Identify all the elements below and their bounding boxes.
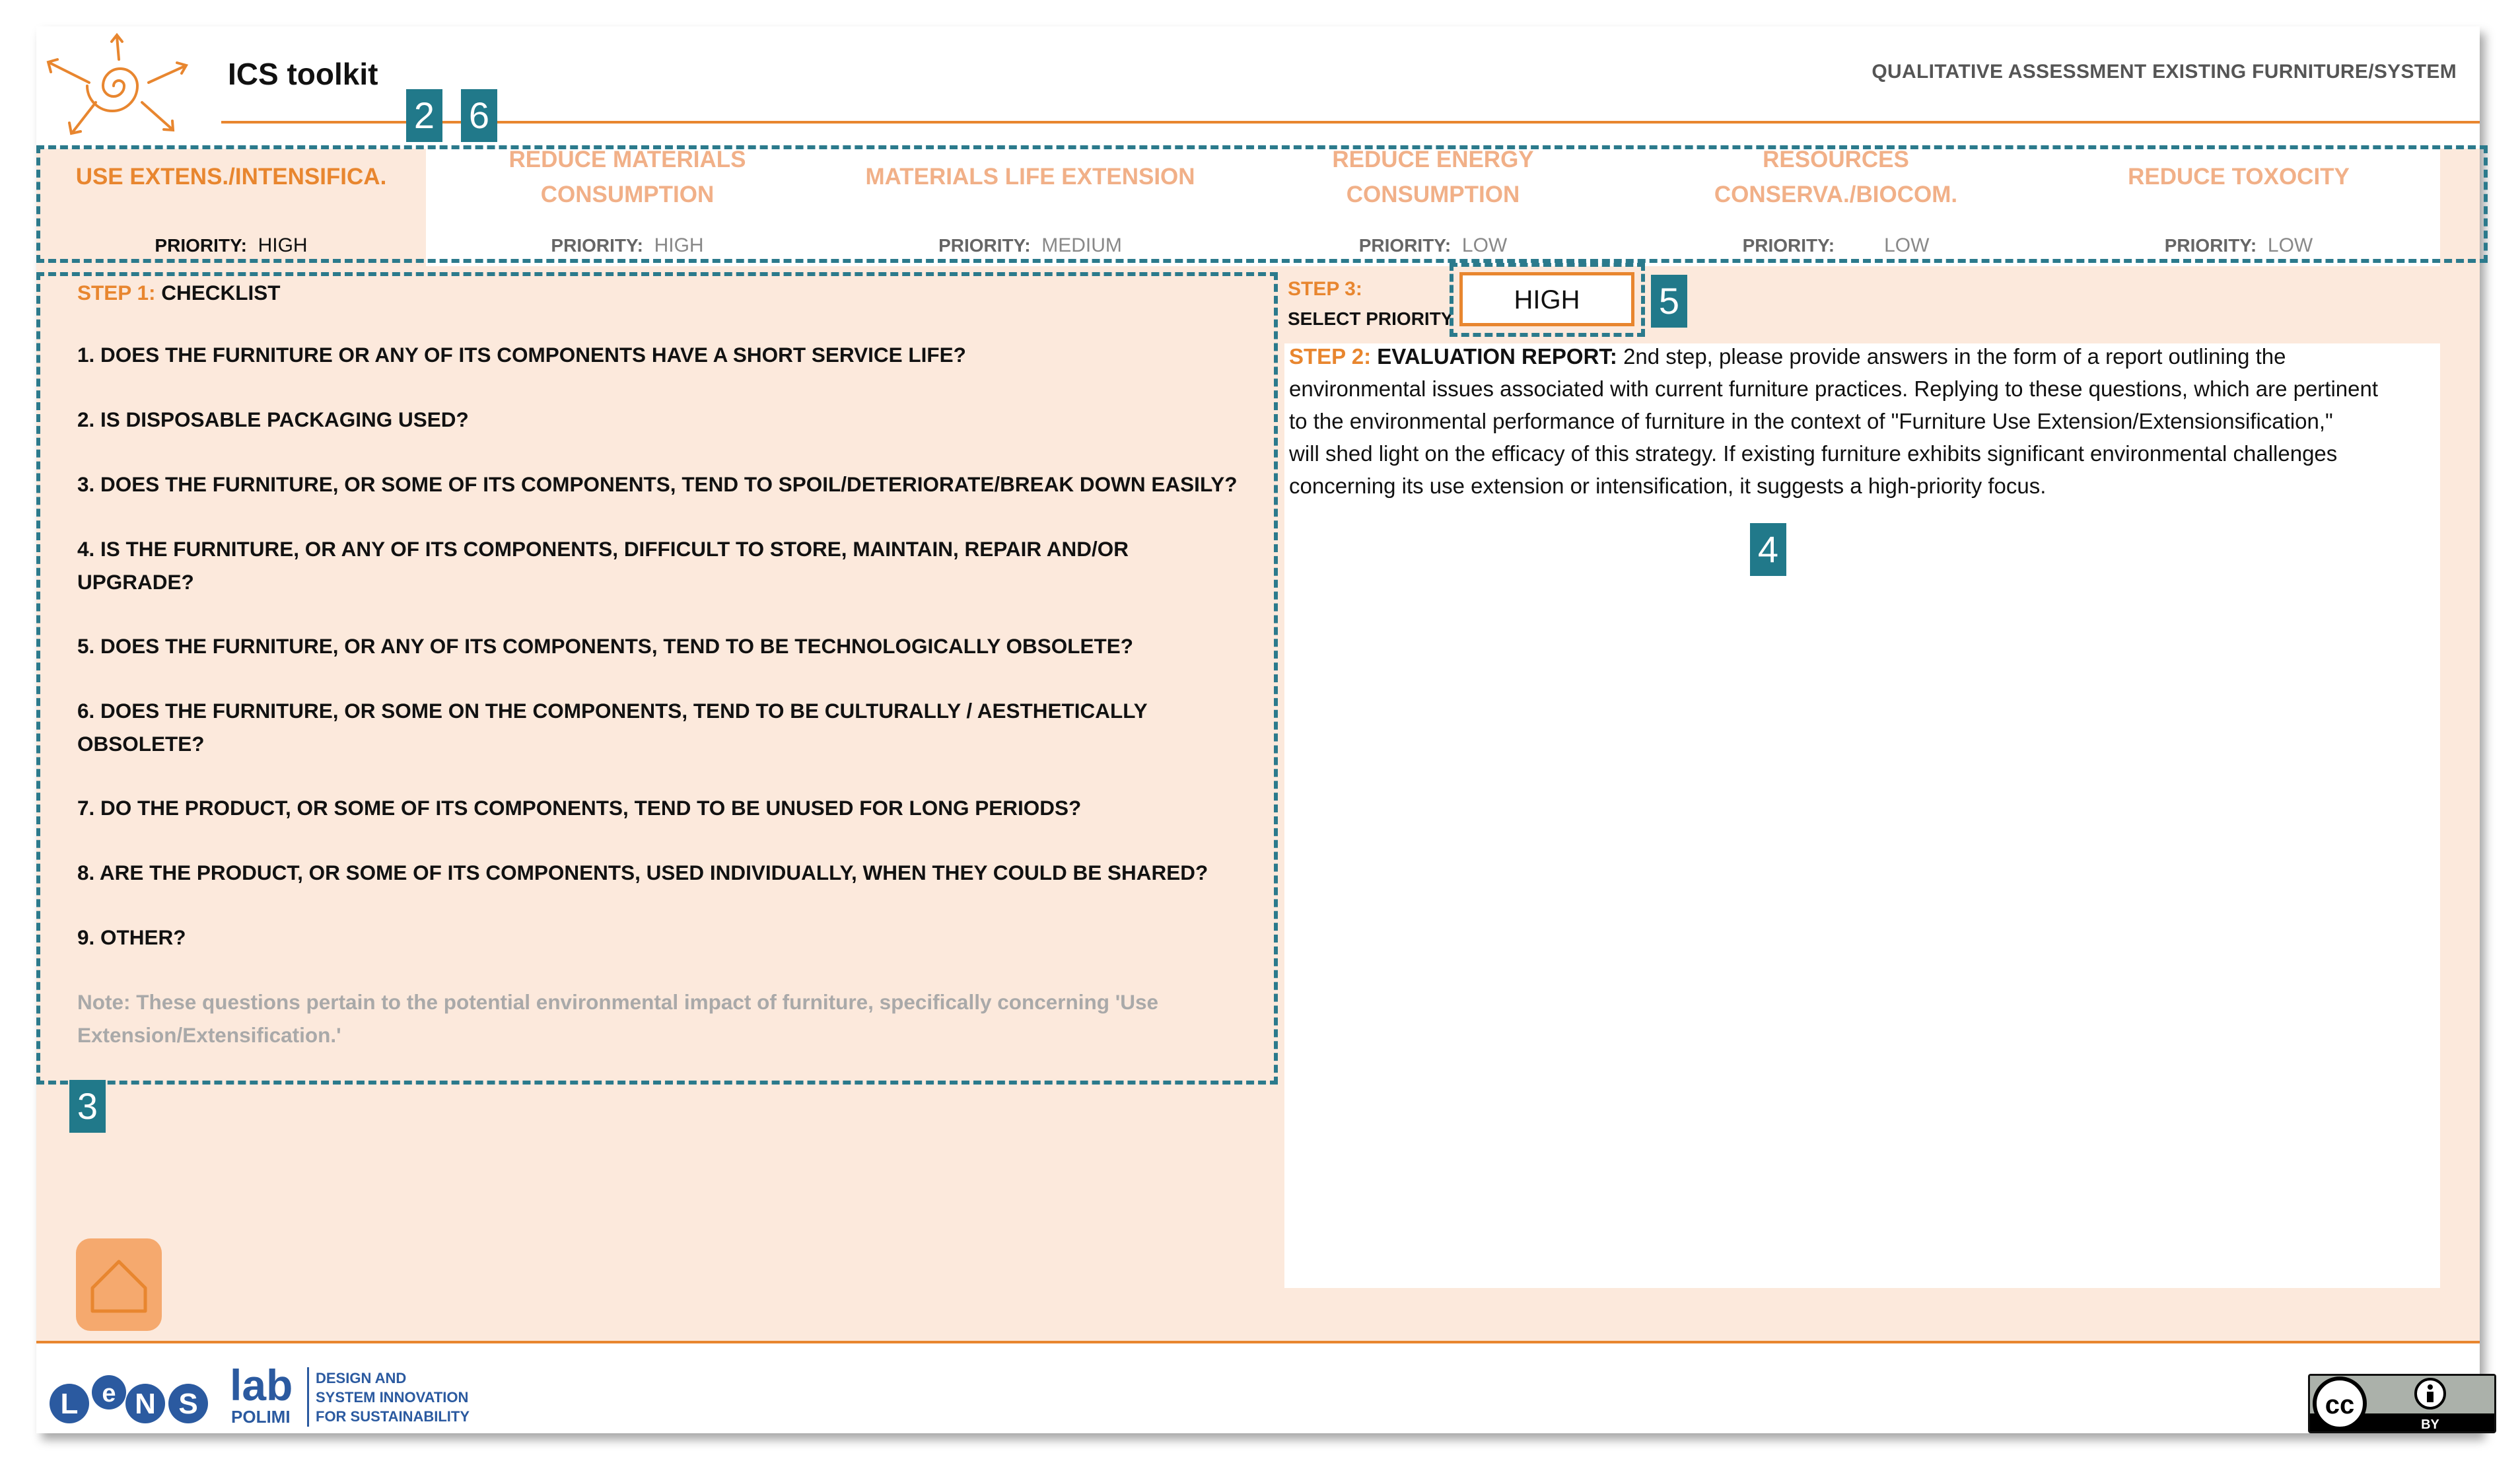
svg-text:e: e bbox=[102, 1380, 116, 1408]
checklist-note: Note: These questions pertain to the potential environmental impact of furniture, specifically concerning 'Use Extension/Extensification.' bbox=[77, 990, 1159, 1047]
lens-logo-icon bbox=[46, 1367, 218, 1427]
select-priority-label: SELECT PRIORITY bbox=[1288, 308, 1453, 329]
annotation-badge-4: 4 bbox=[1750, 523, 1786, 576]
checklist-question-1: 1. DOES THE FURNITURE OR ANY OF ITS COMPONENTS HAVE A SHORT SERVICE LIFE? bbox=[77, 343, 966, 367]
tab-label-line1: REDUCE MATERIALS bbox=[508, 147, 746, 172]
tab-priority-value: LOW bbox=[1461, 234, 1508, 256]
annotation-box-checklist bbox=[36, 272, 1278, 1085]
tab-priority-value: HIGH bbox=[654, 234, 704, 256]
tab-label-line1: REDUCE ENERGY bbox=[1332, 147, 1534, 172]
checklist-question-5: 5. DOES THE FURNITURE, OR ANY OF ITS COMPONENTS, TEND TO BE TECHNOLOGICALLY OBSOLETE? bbox=[77, 634, 1134, 658]
checklist-title: CHECKLIST bbox=[161, 281, 281, 304]
lab-description: DESIGN AND SYSTEM INNOVATION FOR SUSTAINABILITY bbox=[316, 1370, 470, 1425]
cc-by-icon bbox=[2308, 1374, 2496, 1433]
annotation-box-priority bbox=[1450, 263, 1645, 337]
checklist-question-2: 2. IS DISPOSABLE PACKAGING USED? bbox=[77, 408, 469, 431]
checklist-question-8: 8. ARE THE PRODUCT, OR SOME OF ITS COMPONENTS, USED INDIVIDUALLY, WHEN THEY COULD BE SHARED? bbox=[77, 861, 1208, 884]
cc-license-badge bbox=[2308, 1374, 2496, 1433]
lab-org: POLIMI bbox=[231, 1407, 291, 1427]
section-title: QUALITATIVE ASSESSMENT EXISTING FURNITURE/SYSTEM bbox=[1872, 61, 2457, 83]
checklist-question-7: 7. DO THE PRODUCT, OR SOME OF ITS COMPONENTS, TEND TO BE UNUSED FOR LONG PERIODS? bbox=[77, 796, 1082, 820]
annotation-badge-3: 3 bbox=[69, 1080, 106, 1133]
annotation-box-tabs bbox=[36, 145, 2488, 263]
lens-lab-logo bbox=[46, 1361, 508, 1427]
tab-label: REDUCE TOXOCITY bbox=[2128, 164, 2350, 190]
lab-name: lab bbox=[230, 1361, 293, 1409]
tab-priority-value: LOW bbox=[2267, 234, 2313, 256]
tab-priority: PRIORITY: LOW bbox=[2164, 234, 2313, 256]
tab-label-line2: CONSUMPTION bbox=[1346, 182, 1520, 207]
svg-text:L: L bbox=[60, 1388, 79, 1420]
tab-label: MATERIALS LIFE EXTENSION bbox=[865, 164, 1195, 190]
tab-label: USE EXTENS./INTENSIFICA. bbox=[75, 164, 387, 190]
checklist-question-9: 9. OTHER? bbox=[77, 925, 186, 949]
evaluation-report-instructions: STEP 2: EVALUATION REPORT: 2nd step, please provide answers in the form of a report outlining the environmental issues associated with current furniture practices. Replying to these questions, which are pertinent to the environmental performance of furniture in the context of "Furniture Use Extension/Extensionsification," will shed light on the efficacy of this strategy. If existing furniture exhibits significant environmental challenges concerning its use extension or intensification, it suggests a high-priority focus. bbox=[1289, 344, 2379, 498]
step3-heading bbox=[1288, 274, 1453, 334]
tab-priority: PRIORITY: LOW bbox=[1358, 234, 1508, 256]
step3-label: STEP 3: bbox=[1288, 278, 1362, 300]
priority-select[interactable]: HIGH bbox=[1459, 272, 1634, 326]
tab-priority: PRIORITY: HIGH bbox=[551, 234, 704, 256]
app-title: ICS toolkit bbox=[228, 57, 378, 91]
annotation-badge-6: 6 bbox=[461, 89, 497, 142]
checklist-question-6: 6. DOES THE FURNITURE, OR SOME ON THE COMPONENTS, TEND TO BE CULTURALLY / AESTHETICALLY OBSOLETE? bbox=[77, 699, 1148, 756]
annotation-badge-5: 5 bbox=[1651, 275, 1687, 328]
footer-divider bbox=[36, 1341, 2480, 1343]
checklist-question-3: 3. DOES THE FURNITURE, OR SOME OF ITS COMPONENTS, TEND TO SPOIL/DETERIORATE/BREAK DOWN EASILY? bbox=[77, 472, 1238, 496]
tab-label-line2: CONSERVA./BIOCOM. bbox=[1714, 182, 1958, 207]
tab-label-line1: RESOURCES bbox=[1763, 147, 1909, 172]
svg-text:N: N bbox=[135, 1388, 156, 1420]
step2-label: STEP 2: bbox=[1289, 344, 1372, 369]
step1-label: STEP 1: bbox=[77, 281, 156, 304]
svg-text:S: S bbox=[178, 1388, 198, 1420]
svg-text:BY: BY bbox=[2421, 1417, 2439, 1432]
home-icon bbox=[76, 1238, 162, 1331]
tab-priority: PRIORITY: LOW bbox=[1742, 234, 1930, 256]
tab-priority-value: HIGH bbox=[258, 234, 308, 256]
app-window bbox=[36, 26, 2480, 1433]
tab-label-line2: CONSUMPTION bbox=[540, 182, 715, 207]
svg-text:cc: cc bbox=[2325, 1390, 2355, 1419]
tab-priority: PRIORITY: HIGH bbox=[155, 234, 308, 256]
lab-divider bbox=[307, 1367, 309, 1427]
tab-priority-value: LOW bbox=[1884, 234, 1930, 256]
tab-priority: PRIORITY: MEDIUM bbox=[938, 234, 1122, 256]
tab-priority-value: MEDIUM bbox=[1041, 234, 1122, 256]
annotation-badge-2: 2 bbox=[406, 89, 442, 142]
header-divider bbox=[221, 121, 2480, 124]
checklist-question-4: 4. IS THE FURNITURE, OR ANY OF ITS COMPONENTS, DIFFICULT TO STORE, MAINTAIN, REPAIR AND/OR UPGRADE? bbox=[77, 537, 1129, 594]
home-button[interactable] bbox=[76, 1238, 162, 1331]
spiral-logo-icon bbox=[43, 30, 195, 139]
report-title: EVALUATION REPORT: bbox=[1377, 344, 1617, 369]
